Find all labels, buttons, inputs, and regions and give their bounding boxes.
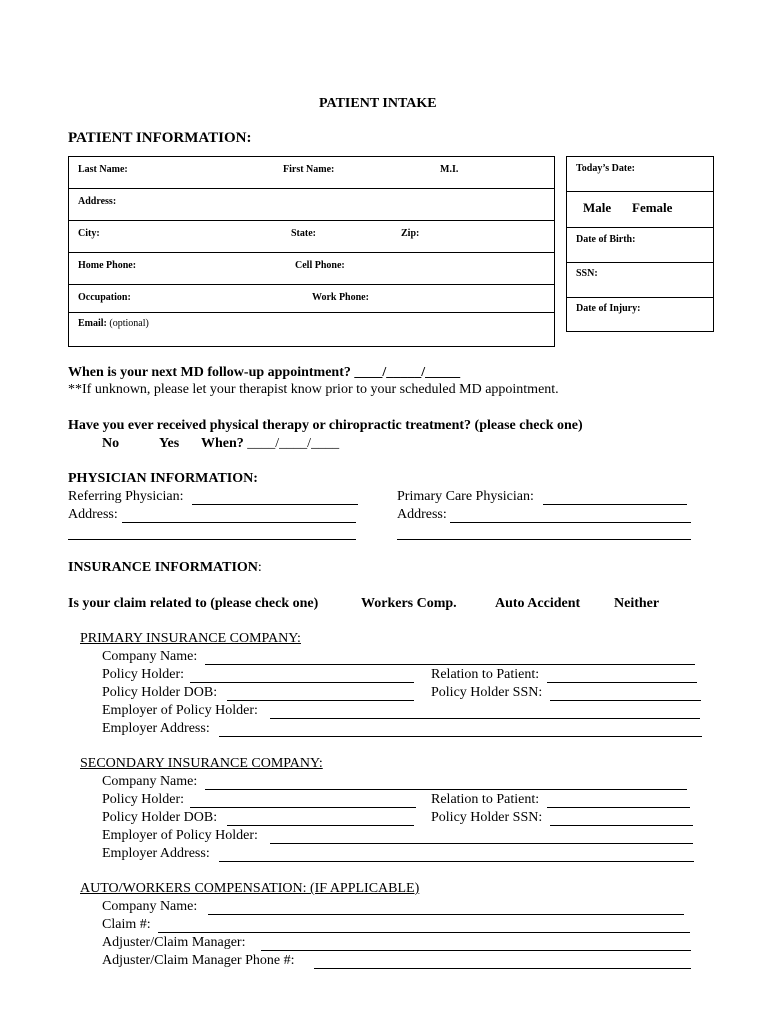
secondary-dob-input[interactable]	[227, 825, 414, 826]
physician-address-left-input-2[interactable]	[68, 539, 356, 540]
adjuster-input[interactable]	[261, 950, 691, 951]
primary-employer-input[interactable]	[270, 718, 700, 719]
claim-number-input[interactable]	[158, 932, 690, 933]
adjuster-phone-input[interactable]	[314, 968, 691, 969]
zip-field[interactable]: Zip:	[401, 228, 420, 239]
physician-heading: PHYSICIAN INFORMATION:	[68, 471, 258, 486]
secondary-company-input[interactable]	[205, 789, 687, 790]
pt-when-label: When?	[201, 436, 244, 451]
date-of-injury-field[interactable]: Date of Injury:	[576, 303, 641, 314]
divider	[68, 252, 555, 253]
neither-option[interactable]: Neither	[614, 596, 660, 611]
secondary-employer-address-input[interactable]	[219, 861, 694, 862]
pt-when-blank: ____/____/____	[247, 436, 340, 451]
secondary-employer-label: Employer of Policy Holder:	[102, 828, 258, 843]
email-label: Email:	[78, 318, 107, 329]
city-field[interactable]: City:	[78, 228, 100, 239]
address-field[interactable]: Address:	[78, 196, 117, 207]
primary-relation-label: Relation to Patient:	[431, 667, 540, 682]
divider	[68, 312, 555, 313]
divider	[566, 262, 714, 263]
insurance-heading	[68, 560, 262, 576]
primary-care-label: Primary Care Physician:	[397, 489, 534, 504]
claim-question: Is your claim related to (please check one)	[68, 596, 319, 611]
auto-company-input[interactable]	[208, 914, 684, 915]
primary-company-input[interactable]	[205, 664, 695, 665]
primary-dob-input[interactable]	[227, 700, 414, 701]
last-name-field[interactable]: Last Name:	[78, 164, 128, 175]
todays-date-field[interactable]: Today’s Date:	[576, 163, 635, 174]
primary-employer-address-label: Employer Address:	[102, 721, 210, 736]
physician-address-right-label: Address:	[397, 507, 447, 522]
divider	[566, 297, 714, 298]
adjuster-phone-label: Adjuster/Claim Manager Phone #:	[102, 953, 295, 968]
secondary-relation-label: Relation to Patient:	[431, 792, 540, 807]
page-title: PATIENT INTAKE	[319, 96, 437, 111]
physician-address-left-label: Address:	[68, 507, 118, 522]
followup-question[interactable]: When is your next MD follow-up appointment? ____/_____/_____	[68, 365, 461, 380]
divider	[68, 284, 555, 285]
primary-holder-label: Policy Holder:	[102, 667, 185, 682]
divider	[68, 220, 555, 221]
workers-comp-option[interactable]: Workers Comp.	[361, 596, 457, 611]
insurance-heading-colon: :	[257, 560, 262, 575]
secondary-company-label: Company Name:	[102, 774, 198, 789]
primary-insurance-heading: PRIMARY INSURANCE COMPANY:	[80, 631, 301, 646]
pt-no-option[interactable]: No	[102, 436, 120, 451]
referring-physician-input[interactable]	[192, 504, 358, 505]
auto-company-label: Company Name:	[102, 899, 198, 914]
secondary-employer-input[interactable]	[270, 843, 693, 844]
primary-care-input[interactable]	[543, 504, 687, 505]
divider	[566, 191, 714, 192]
primary-relation-input[interactable]	[547, 682, 697, 683]
physician-address-left-input[interactable]	[122, 522, 356, 523]
primary-employer-label: Employer of Policy Holder:	[102, 703, 258, 718]
primary-ssn-label: Policy Holder SSN:	[431, 685, 543, 700]
first-name-field[interactable]: First Name:	[283, 164, 335, 175]
secondary-dob-label: Policy Holder DOB:	[102, 810, 218, 825]
insurance-heading-text: INSURANCE INFORMATION	[68, 560, 258, 575]
mi-field[interactable]: M.I.	[440, 164, 459, 175]
email-optional-note: (optional)	[109, 318, 149, 329]
pt-when-field[interactable]	[201, 436, 339, 452]
pt-history-question: Have you ever received physical therapy or chiropractic treatment? (please check one)	[68, 418, 583, 433]
home-phone-field[interactable]: Home Phone:	[78, 260, 137, 271]
primary-ssn-input[interactable]	[550, 700, 701, 701]
patient-info-heading: PATIENT INFORMATION:	[68, 130, 252, 146]
ssn-field[interactable]: SSN:	[576, 268, 598, 279]
divider	[566, 227, 714, 228]
occupation-field[interactable]: Occupation:	[78, 292, 131, 303]
secondary-relation-input[interactable]	[547, 807, 690, 808]
referring-physician-label: Referring Physician:	[68, 489, 184, 504]
followup-note: **If unknown, please let your therapist know prior to your scheduled MD appointment.	[68, 382, 559, 397]
secondary-ssn-label: Policy Holder SSN:	[431, 810, 543, 825]
auto-workers-heading: AUTO/WORKERS COMPENSATION: (IF APPLICABLE)	[80, 881, 420, 896]
primary-holder-input[interactable]	[190, 682, 414, 683]
dob-field[interactable]: Date of Birth:	[576, 234, 636, 245]
male-option[interactable]: Male	[583, 200, 612, 215]
adjuster-label: Adjuster/Claim Manager:	[102, 935, 246, 950]
cell-phone-field[interactable]: Cell Phone:	[295, 260, 345, 271]
secondary-employer-address-label: Employer Address:	[102, 846, 210, 861]
primary-company-label: Company Name:	[102, 649, 198, 664]
secondary-insurance-heading: SECONDARY INSURANCE COMPANY:	[80, 756, 323, 771]
secondary-holder-input[interactable]	[190, 807, 416, 808]
secondary-ssn-input[interactable]	[550, 825, 693, 826]
pt-yes-option[interactable]: Yes	[159, 436, 180, 451]
claim-number-label: Claim #:	[102, 917, 151, 932]
female-option[interactable]: Female	[632, 200, 673, 215]
primary-dob-label: Policy Holder DOB:	[102, 685, 218, 700]
work-phone-field[interactable]: Work Phone:	[312, 292, 369, 303]
secondary-holder-label: Policy Holder:	[102, 792, 185, 807]
physician-address-right-input[interactable]	[450, 522, 691, 523]
state-field[interactable]: State:	[291, 228, 316, 239]
email-field[interactable]	[78, 318, 149, 329]
divider	[68, 188, 555, 189]
auto-accident-option[interactable]: Auto Accident	[495, 596, 581, 611]
primary-employer-address-input[interactable]	[219, 736, 702, 737]
physician-address-right-input-2[interactable]	[397, 539, 691, 540]
